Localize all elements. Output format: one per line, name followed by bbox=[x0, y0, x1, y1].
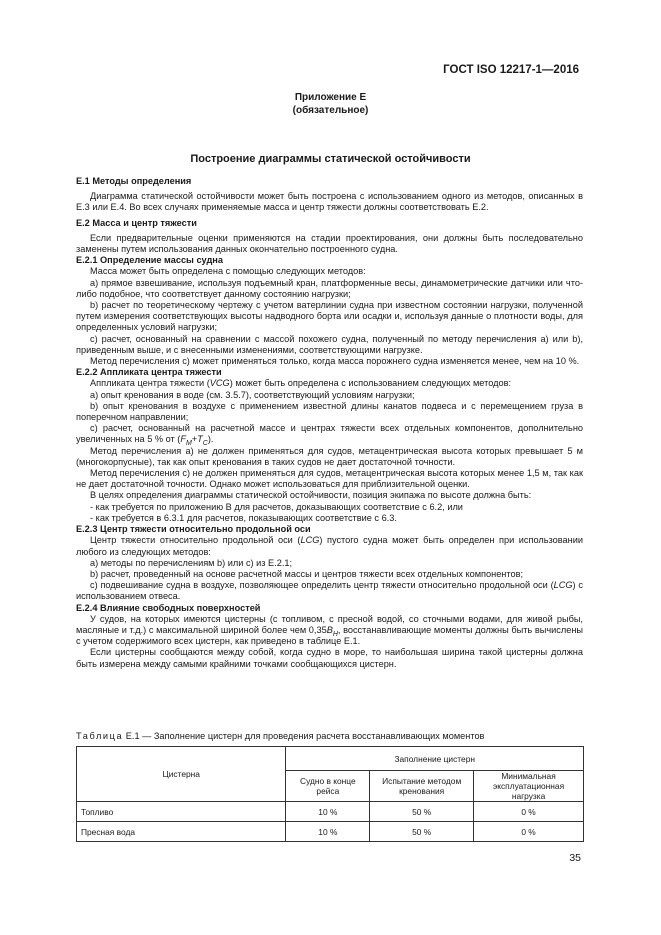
paragraph-e24-1: У судов, на которых имеются цистерны (с топливом, с пресной водой, со сточными водами, для живой рыбы, масляные и т.д.) с максимальной шириной более чем $0,35B_H$, восстанавливающие моменты должны быть вычислены с учетом содержимого всех цистерн, как приведено в таблице Е.1. bbox=[76, 613, 583, 647]
document-body bbox=[76, 176, 583, 670]
table-cell: 0 % bbox=[474, 822, 584, 842]
table-caption bbox=[76, 731, 484, 741]
table-cell: 50 % bbox=[370, 802, 474, 822]
list-item-e23-b: b) расчет, проведенный на основе расчетной массы и центров тяжести всех отдельных компонентов; bbox=[90, 568, 524, 579]
list-item-e22-c: c) расчет, основанный на расчетной массе и центрах тяжести всех отдельных компонентов, дополнительно увеличенных на 5 % от $(F_M+T_C)$. bbox=[76, 423, 583, 448]
paragraph-e1: Диаграмма статической остойчивости может быть построена с использованием одного из методов, описанных в Е.3 или Е.4. Во всех случаях применяемые масса и центр тяжести должны соответствовать Е.2. bbox=[76, 191, 583, 213]
table-caption-label: Таблица bbox=[76, 731, 124, 741]
dash-item-2: - как требуется в 6.3.1 для расчетов, показывающих соответствие с 6.3. bbox=[90, 512, 397, 523]
paragraph-e21-intro: Масса может быть определена с помощью следующих методов: bbox=[90, 266, 366, 277]
paragraph-e22-note3: В целях определения диаграммы статической остойчивости, позиция экипажа по высоте должна быть: bbox=[90, 490, 532, 501]
table-cell: 10 % bbox=[286, 822, 370, 842]
annex-title: Приложение Е bbox=[294, 92, 367, 103]
sub-header-minimum-load: Минимальная эксплуатационная нагрузка bbox=[474, 771, 584, 802]
column-header-tank: Цистерна bbox=[77, 747, 286, 802]
list-item-e21-b: b) расчет по теоретическому чертежу с учетом ватерлинии судна при известном состоянии нагрузки, полученной путем измерения соответствующих высоты надводного борта или осадки и, используя данные о плотности воды, для определенных условий нагрузки; bbox=[76, 300, 583, 333]
dash-item-1: - как требуется по приложению В для расчетов, доказывающих соответствие с 6.2, или bbox=[90, 501, 463, 512]
sub-header-end-of-voyage: Судно в конце рейса bbox=[286, 771, 370, 802]
paragraph-e22-note2: Метод перечисления с) не должен применяться для судов, метацентрическая высота которых менее 1,5 м, так как не дает достаточной точности. Однако может использоваться для приблизительной оценки. bbox=[76, 468, 583, 490]
list-item-e23-a: a) методы по перечислениям b) или с) из Е.2.1; bbox=[90, 557, 293, 568]
table-caption-text: Е.1 — Заполнение цистерн для проведения расчета восстанавливающих моментов bbox=[123, 731, 485, 741]
sub-header-inclining-test: Испытание методом кренования bbox=[370, 771, 474, 802]
heading-e21: Е.2.1 Определение массы судна bbox=[76, 255, 223, 266]
table-cell: 50 % bbox=[370, 822, 474, 842]
tank-filling-table bbox=[76, 746, 584, 842]
heading-e1: Е.1 Методы определения bbox=[76, 176, 192, 186]
paragraph-e2: Если предварительные оценки применяются на стадии проектирования, они должны быть последовательно заменены путем использования данных окончательно построенного судна. bbox=[76, 232, 583, 255]
list-item-e22-b: b) опыт кренования в воздухе с применением известной длины канатов подвеса и с перемещением груза в поперечном направлении; bbox=[76, 400, 583, 423]
heading-e24: Е.2.4 Влияние свободных поверхностей bbox=[76, 602, 261, 613]
table-cell: 0 % bbox=[474, 802, 584, 822]
paragraph-e21-note: Метод перечисления с) может применяться только, когда масса порожнего судна изменяется менее, чем на 10 %. bbox=[90, 356, 580, 367]
table-cell: 10 % bbox=[286, 802, 370, 822]
table-row bbox=[77, 802, 584, 822]
paragraph-e22-note1: Метод перечисления а) не должен применяться для судов, метацентрическая высота которых превышает 5 м (многокорпусные), так как опыт кренования в таких судов не дает достаточной точности. bbox=[76, 445, 583, 467]
list-item-e21-c: c) расчет, основанный на сравнении с массой похожего судна, полученный по методу перечисления а) или b), приведенным выше, и с внесенными изменениями, соответствующими нагрузке. bbox=[76, 333, 583, 355]
paragraph-e24-2: Если цистерны сообщаются между собой, когда судно в море, то наибольшая ширина такой цистерны должна быть измерена между самыми крайними точками сообщающихся цистерн. bbox=[76, 647, 583, 669]
table-row bbox=[77, 822, 584, 842]
table-cell-name: Топливо bbox=[77, 802, 286, 822]
list-item-e21-a: a) прямое взвешивание, используя подъемный кран, платформенные весы, динамометрические датчики или что-либо подобное, что соответствует данному состоянию нагрузки; bbox=[76, 277, 583, 299]
heading-e2: Е.2 Масса и центр тяжести bbox=[76, 217, 197, 228]
section-title: Построение диаграммы статической остойчивости bbox=[190, 153, 471, 165]
paragraph-e23-intro: Центр тяжести относительно продольной оси (LCG) пустого судна может быть определен при использовании любого из следующих методов: bbox=[76, 535, 583, 557]
list-item-e23-c: c) подвешивание судна в воздухе, позволяющее определить центр тяжести относительно продольной оси (LCG) с использованием отвеса. bbox=[76, 580, 583, 602]
paragraph-e22-intro: Аппликата центра тяжести (VCG) может быть определена с использованием следующих методов: bbox=[90, 378, 512, 389]
heading-e22: Е.2.2 Аппликата центра тяжести bbox=[76, 367, 222, 378]
annex-heading bbox=[0, 91, 661, 117]
group-header-filling: Заполнение цистерн bbox=[286, 747, 584, 771]
list-item-e22-a: a) опыт кренования в воде (см. 3.5.7), соответствующий условиям нагрузки; bbox=[90, 389, 415, 400]
standard-code: ГОСТ ISO 12217-1—2016 bbox=[443, 64, 579, 76]
table-cell-name: Пресная вода bbox=[77, 822, 286, 842]
heading-e23: Е.2.3 Центр тяжести относительно продольной оси bbox=[76, 524, 311, 535]
page-number: 35 bbox=[569, 852, 581, 864]
annex-status: (обязательное) bbox=[292, 105, 369, 116]
